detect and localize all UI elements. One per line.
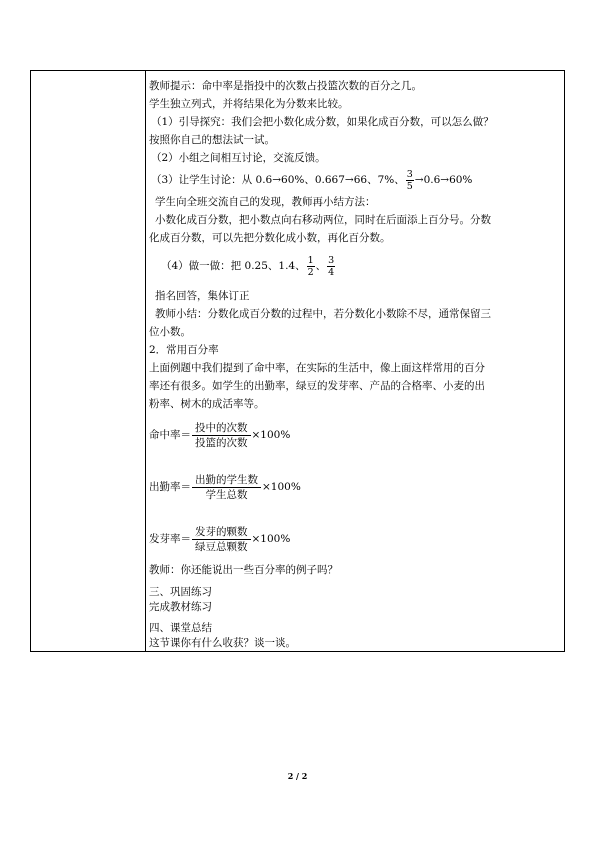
fraction (327, 255, 335, 278)
formula-numerator: 投中的次数 (192, 421, 251, 436)
text-line: 小数化成百分数，把小数点向右移动两位，同时在后面添上百分号。分数 (155, 214, 491, 226)
section-heading: 四、课堂总结 (149, 622, 212, 634)
formula-hit-rate (149, 419, 563, 451)
text-line: 教师提示：命中率是指投中的次数占投篮次数的百分之几。 (149, 80, 422, 92)
text-line: 化成百分数，可以先把分数化成小数，再化百分数。 (149, 232, 391, 244)
formula-denominator: 学生总数 (205, 488, 248, 501)
fraction-denominator: 4 (328, 266, 335, 278)
formula-denominator: 投篮的次数 (195, 436, 248, 449)
text-line: 学生向全班交流自己的发现，教师再小结方法： (155, 196, 376, 208)
formula-label: 出勤率＝ (149, 481, 191, 493)
text-line: 粉率、树木的成活率等。 (149, 398, 265, 410)
fraction-numerator: 3 (328, 254, 335, 266)
formula-multiplier: ×100% (251, 429, 291, 441)
text-line: 教师小结：分数化成百分数的过程中，若分数化小数除不尽，通常保留三 (155, 308, 491, 320)
formula-fraction (192, 421, 251, 450)
formula-multiplier: ×100% (262, 481, 301, 493)
text-line: 完成教材练习 (149, 601, 212, 613)
text-line-with-fraction (149, 251, 563, 281)
text-line-with-fraction (149, 167, 563, 193)
formula-attendance-rate (149, 471, 563, 503)
fraction-denominator: 5 (406, 180, 413, 192)
text-line: 上面例题中我们提到了命中率，在实际的生活中，像上面这样常用的百分 (149, 362, 485, 374)
fraction (406, 169, 414, 192)
formula-multiplier: ×100% (251, 533, 291, 545)
text-segment: 、 (315, 260, 327, 272)
fraction-numerator: 1 (307, 254, 314, 266)
text-line: 指名回答，集体订正 (155, 290, 250, 302)
text-line: 学生独立列式，并将结果化为分数来比较。 (149, 98, 349, 110)
section-heading: 2．常用百分率 (149, 344, 219, 356)
text-line: 率还有很多。如学生的出勤率，绿豆的发芽率、产品的合格率、小麦的出 (149, 380, 485, 392)
fraction (307, 255, 315, 278)
text-segment: （4）做一做：把 0.25、1.4、 (161, 260, 306, 272)
formula-fraction (192, 525, 251, 554)
formula-germination-rate (149, 523, 563, 555)
column-divider (145, 71, 146, 651)
page-number: 2 / 2 (287, 771, 308, 781)
text-line: （2）小组之间相互讨论，交流反馈。 (151, 152, 326, 164)
formula-numerator: 发芽的颗数 (192, 525, 251, 540)
text-line: （1）引导探究：我们会把小数化成分数，如果化成百分数，可以怎么做？ (151, 116, 494, 128)
text-line: 这节课你有什么收获？谈一谈。 (149, 637, 296, 649)
section-heading: 三、巩固练习 (149, 586, 212, 598)
content-cell (149, 77, 563, 651)
fraction-denominator: 2 (307, 266, 314, 278)
text-segment: （3）让学生讨论：从 0.6→60%、0.667→66、7%、 (151, 174, 405, 186)
formula-numerator: 出勤的学生数 (192, 473, 261, 488)
table-frame (30, 70, 565, 652)
formula-denominator: 绿豆总颗数 (195, 540, 248, 553)
text-segment: →0.6→60% (414, 174, 473, 186)
text-line: 按照你自己的想法试一试。 (149, 134, 275, 146)
formula-label: 命中率＝ (149, 429, 191, 441)
text-line: 教师：你还能说出一些百分率的例子吗？ (149, 564, 338, 576)
formula-label: 发芽率＝ (149, 533, 191, 545)
text-line: 位小数。 (149, 326, 191, 338)
formula-fraction (192, 473, 261, 502)
fraction-numerator: 3 (406, 168, 413, 180)
